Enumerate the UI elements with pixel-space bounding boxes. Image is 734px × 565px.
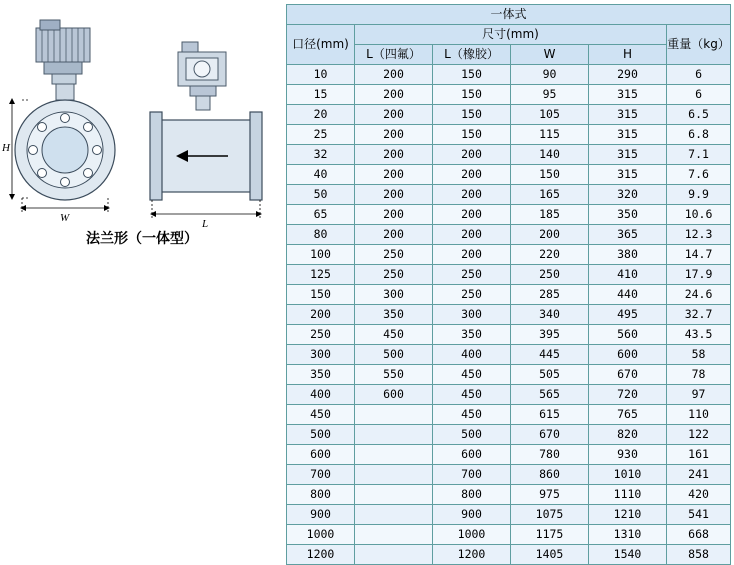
transmitter-side-icon <box>178 42 226 110</box>
cell-w: 340 <box>511 305 589 325</box>
cell-l-rubber: 300 <box>433 305 511 325</box>
cell-diameter: 40 <box>287 165 355 185</box>
cell-h: 560 <box>589 325 667 345</box>
cell-weight: 6.8 <box>667 125 731 145</box>
cell-l-rubber: 450 <box>433 405 511 425</box>
cell-h: 820 <box>589 425 667 445</box>
cell-diameter: 900 <box>287 505 355 525</box>
header-row-1 <box>287 25 731 45</box>
cell-l-rubber: 250 <box>433 285 511 305</box>
cell-l-rubber: 1200 <box>433 545 511 565</box>
cell-w: 250 <box>511 265 589 285</box>
cell-h: 495 <box>589 305 667 325</box>
header-weight: 重量（kg） <box>667 25 731 65</box>
cell-weight: 9.9 <box>667 185 731 205</box>
cell-l-ptfe: 200 <box>355 185 433 205</box>
cell-diameter: 125 <box>287 265 355 285</box>
cell-diameter: 25 <box>287 125 355 145</box>
cell-l-ptfe <box>355 525 433 545</box>
diagram-caption: 法兰形（一体型） <box>86 231 198 247</box>
cell-l-ptfe: 200 <box>355 85 433 105</box>
table-row <box>287 165 731 185</box>
table-row <box>287 425 731 445</box>
dimension-label-w: W <box>60 212 70 224</box>
cell-diameter: 700 <box>287 465 355 485</box>
table-row <box>287 485 731 505</box>
cell-l-ptfe: 250 <box>355 265 433 285</box>
cell-diameter: 500 <box>287 425 355 445</box>
cell-diameter: 10 <box>287 65 355 85</box>
cell-weight: 17.9 <box>667 265 731 285</box>
cell-diameter: 450 <box>287 405 355 425</box>
cell-weight: 12.3 <box>667 225 731 245</box>
cell-w: 95 <box>511 85 589 105</box>
cell-w: 780 <box>511 445 589 465</box>
cell-w: 565 <box>511 385 589 405</box>
table-row <box>287 385 731 405</box>
cell-diameter: 1000 <box>287 525 355 545</box>
cell-h: 670 <box>589 365 667 385</box>
cell-w: 1175 <box>511 525 589 545</box>
cell-weight: 32.7 <box>667 305 731 325</box>
cell-l-ptfe: 350 <box>355 305 433 325</box>
cell-weight: 97 <box>667 385 731 405</box>
table-row <box>287 345 731 365</box>
table-row <box>287 325 731 345</box>
dimension-label-l: L <box>202 218 209 230</box>
table-row <box>287 265 731 285</box>
cell-h: 315 <box>589 85 667 105</box>
cell-weight: 58 <box>667 345 731 365</box>
cell-diameter: 50 <box>287 185 355 205</box>
cell-l-ptfe <box>355 425 433 445</box>
cell-h: 1010 <box>589 465 667 485</box>
cell-l-ptfe: 200 <box>355 145 433 165</box>
cell-l-rubber: 200 <box>433 225 511 245</box>
cell-l-rubber: 150 <box>433 65 511 85</box>
cell-w: 90 <box>511 65 589 85</box>
cell-l-ptfe: 200 <box>355 205 433 225</box>
table-row <box>287 465 731 485</box>
header-size-group: 尺寸(mm) <box>355 25 667 45</box>
cell-h: 600 <box>589 345 667 365</box>
table-row <box>287 505 731 525</box>
table-row <box>287 105 731 125</box>
table-row <box>287 285 731 305</box>
cell-l-ptfe <box>355 505 433 525</box>
cell-h: 1540 <box>589 545 667 565</box>
cell-h: 1110 <box>589 485 667 505</box>
cell-w: 1405 <box>511 545 589 565</box>
table-row <box>287 185 731 205</box>
cell-l-rubber: 150 <box>433 125 511 145</box>
table-row <box>287 405 731 425</box>
header-w: W <box>511 45 589 65</box>
cell-weight: 24.6 <box>667 285 731 305</box>
cell-w: 395 <box>511 325 589 345</box>
table-row <box>287 305 731 325</box>
table-row <box>287 65 731 85</box>
flange-meter-icon <box>15 100 115 200</box>
cell-weight: 241 <box>667 465 731 485</box>
cell-weight: 14.7 <box>667 245 731 265</box>
cell-weight: 43.5 <box>667 325 731 345</box>
cell-l-ptfe <box>355 405 433 425</box>
cell-l-ptfe: 250 <box>355 245 433 265</box>
cell-diameter: 80 <box>287 225 355 245</box>
cell-l-ptfe: 550 <box>355 365 433 385</box>
cell-diameter: 100 <box>287 245 355 265</box>
cell-h: 350 <box>589 205 667 225</box>
dimension-label-h: H <box>2 142 10 154</box>
cell-h: 930 <box>589 445 667 465</box>
cell-w: 185 <box>511 205 589 225</box>
cell-h: 320 <box>589 185 667 205</box>
cell-w: 860 <box>511 465 589 485</box>
table-row <box>287 525 731 545</box>
cell-l-ptfe <box>355 465 433 485</box>
cell-l-rubber: 450 <box>433 365 511 385</box>
cell-l-ptfe <box>355 545 433 565</box>
cell-w: 150 <box>511 165 589 185</box>
cell-w: 445 <box>511 345 589 365</box>
cell-l-rubber: 1000 <box>433 525 511 545</box>
cell-diameter: 150 <box>287 285 355 305</box>
cell-l-ptfe: 200 <box>355 165 433 185</box>
header-l-ptfe: L（四氟） <box>355 45 433 65</box>
cell-h: 410 <box>589 265 667 285</box>
cell-weight: 6.5 <box>667 105 731 125</box>
cell-diameter: 1200 <box>287 545 355 565</box>
cell-l-ptfe: 200 <box>355 105 433 125</box>
cell-weight: 110 <box>667 405 731 425</box>
table-row <box>287 445 731 465</box>
cell-h: 440 <box>589 285 667 305</box>
cell-h: 290 <box>589 65 667 85</box>
cell-w: 105 <box>511 105 589 125</box>
header-l-rubber: L（橡胶） <box>433 45 511 65</box>
cell-w: 670 <box>511 425 589 445</box>
spec-table <box>286 4 731 565</box>
header-diameter: 口径(mm) <box>287 25 355 65</box>
table-title-row <box>287 5 731 25</box>
cell-w: 165 <box>511 185 589 205</box>
cell-l-rubber: 450 <box>433 385 511 405</box>
transmitter-icon <box>36 20 90 84</box>
table-row <box>287 145 731 165</box>
cell-diameter: 400 <box>287 385 355 405</box>
cell-l-rubber: 200 <box>433 205 511 225</box>
table-row <box>287 245 731 265</box>
cell-l-ptfe: 200 <box>355 125 433 145</box>
cell-weight: 6 <box>667 85 731 105</box>
cell-diameter: 65 <box>287 205 355 225</box>
cell-h: 1210 <box>589 505 667 525</box>
cell-h: 315 <box>589 125 667 145</box>
cell-weight: 668 <box>667 525 731 545</box>
cell-l-rubber: 200 <box>433 245 511 265</box>
cell-l-rubber: 900 <box>433 505 511 525</box>
cell-weight: 541 <box>667 505 731 525</box>
cell-w: 505 <box>511 365 589 385</box>
cell-l-rubber: 200 <box>433 145 511 165</box>
cell-l-rubber: 350 <box>433 325 511 345</box>
cell-l-rubber: 150 <box>433 105 511 125</box>
cell-w: 220 <box>511 245 589 265</box>
cell-weight: 6 <box>667 65 731 85</box>
cell-l-rubber: 200 <box>433 185 511 205</box>
cell-l-rubber: 250 <box>433 265 511 285</box>
cell-w: 615 <box>511 405 589 425</box>
spec-table-head <box>287 5 731 65</box>
cell-weight: 161 <box>667 445 731 465</box>
cell-diameter: 600 <box>287 445 355 465</box>
table-row <box>287 125 731 145</box>
cell-l-rubber: 700 <box>433 465 511 485</box>
cell-l-rubber: 150 <box>433 85 511 105</box>
cell-weight: 10.6 <box>667 205 731 225</box>
cell-l-rubber: 600 <box>433 445 511 465</box>
cell-weight: 122 <box>667 425 731 445</box>
cell-w: 115 <box>511 125 589 145</box>
cell-l-rubber: 400 <box>433 345 511 365</box>
cell-l-ptfe: 600 <box>355 385 433 405</box>
cell-h: 1310 <box>589 525 667 545</box>
cell-h: 315 <box>589 105 667 125</box>
cell-l-rubber: 800 <box>433 485 511 505</box>
cell-l-ptfe: 500 <box>355 345 433 365</box>
table-title: 一体式 <box>287 5 731 25</box>
cell-h: 365 <box>589 225 667 245</box>
cell-l-ptfe: 200 <box>355 65 433 85</box>
table-row <box>287 205 731 225</box>
spec-table-container <box>286 4 730 565</box>
cell-diameter: 800 <box>287 485 355 505</box>
flowmeter-drawing <box>0 0 284 240</box>
cell-weight: 420 <box>667 485 731 505</box>
cell-h: 765 <box>589 405 667 425</box>
cell-h: 315 <box>589 145 667 165</box>
cell-w: 200 <box>511 225 589 245</box>
cell-l-rubber: 500 <box>433 425 511 445</box>
cell-diameter: 350 <box>287 365 355 385</box>
cell-weight: 78 <box>667 365 731 385</box>
cell-l-ptfe <box>355 485 433 505</box>
cell-h: 315 <box>589 165 667 185</box>
cell-h: 720 <box>589 385 667 405</box>
header-h: H <box>589 45 667 65</box>
cell-w: 140 <box>511 145 589 165</box>
cell-diameter: 20 <box>287 105 355 125</box>
cell-diameter: 300 <box>287 345 355 365</box>
product-diagram <box>0 0 284 552</box>
cell-weight: 858 <box>667 545 731 565</box>
cell-weight: 7.6 <box>667 165 731 185</box>
cell-l-ptfe: 200 <box>355 225 433 245</box>
table-row <box>287 545 731 565</box>
cell-l-ptfe: 450 <box>355 325 433 345</box>
cell-h: 380 <box>589 245 667 265</box>
cell-l-ptfe: 300 <box>355 285 433 305</box>
spec-table-body <box>287 65 731 565</box>
cell-l-ptfe <box>355 445 433 465</box>
table-row <box>287 85 731 105</box>
cell-w: 1075 <box>511 505 589 525</box>
cell-weight: 7.1 <box>667 145 731 165</box>
cell-diameter: 32 <box>287 145 355 165</box>
cell-diameter: 15 <box>287 85 355 105</box>
table-row <box>287 225 731 245</box>
cell-l-rubber: 200 <box>433 165 511 185</box>
cell-diameter: 250 <box>287 325 355 345</box>
cell-w: 285 <box>511 285 589 305</box>
cell-w: 975 <box>511 485 589 505</box>
cell-diameter: 200 <box>287 305 355 325</box>
table-row <box>287 365 731 385</box>
